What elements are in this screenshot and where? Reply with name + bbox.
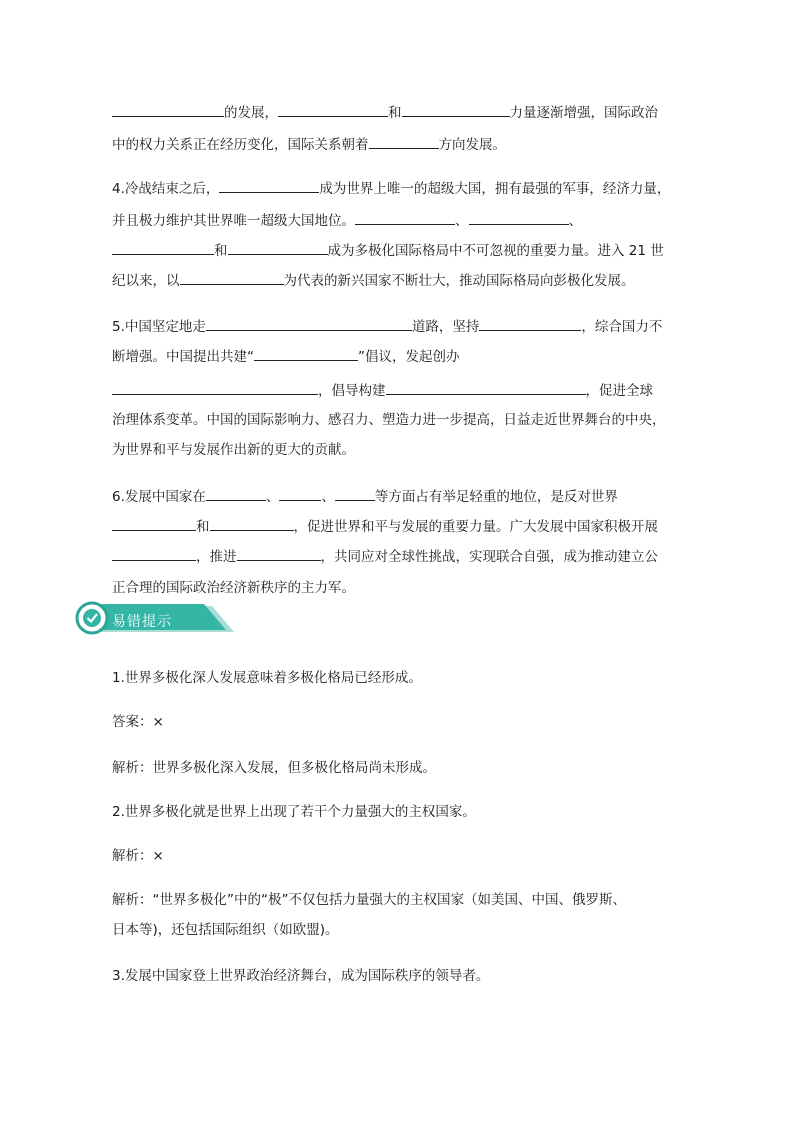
text: 和 [388,105,402,121]
text: 道路，坚持 [411,319,480,335]
fill-blank[interactable] [112,516,196,531]
text: ，综合国力不 [581,319,663,335]
q6-line-1 [112,486,618,507]
fill-blank[interactable] [210,516,294,531]
fill-blank[interactable] [402,102,510,117]
text: 、 [321,489,335,505]
text: 、 [265,489,280,505]
text: 断增强。中国提出共建“ [112,349,254,365]
analysis-2-line-2: 日本等)，还包括国际组织（如欧盟)。 [112,922,339,938]
text: 、 [568,213,582,229]
error-item-3: 3.发展中国家登上世界政治经济舞台，成为国际秩序的领导者。 [112,968,490,984]
fill-blank[interactable] [369,134,439,149]
fill-blank[interactable] [206,486,266,501]
text: 中的权力关系正在经历变化，国际关系朝着 [112,137,369,153]
q5-line-1 [112,316,662,337]
q5-line-2 [112,346,460,367]
text: 、 [455,213,469,229]
answer-2: 解析：× [112,848,164,864]
check-badge-icon [74,600,112,640]
q5-line-4: 治理体系变革。中国的国际影响力、感召力、塑造力进一步提高，日益走近世界舞台的中央， [112,412,666,428]
fill-blank[interactable] [228,240,328,255]
text: 等方面占有举足轻重的地位，是反对世界 [374,489,618,505]
fill-blank[interactable] [386,380,586,395]
fill-blank[interactable] [112,102,224,117]
fill-blank[interactable] [237,546,321,561]
text: 4.冷战结束之后， [112,181,220,197]
fill-blank[interactable] [479,316,581,331]
text: 6.发展中国家在 [112,489,206,505]
text: 力量逐渐增强，国际政治 [509,105,658,121]
q4-line-4 [112,270,635,291]
text: ”倡议，发起创办 [358,349,460,365]
fill-blank[interactable] [278,102,388,117]
q6-line-3 [112,546,658,567]
analysis-2-line-1: 解析：“世界多极化”中的“极”不仅包括力量强大的主权国家（如美国、中国、俄罗斯、 [112,892,626,908]
text: ，共同应对全球性挑战，实现联合自强，成为推动建立公 [320,549,658,565]
q6-line-4: 正合理的国际政治经济新秩序的主力军。 [112,580,355,596]
text: 并且极力维护其世界唯一超级大国地位。 [112,213,355,229]
q4-line-1 [112,178,670,199]
text: 的发展， [224,105,278,121]
section-banner [74,600,244,640]
error-item-2: 2.世界多极化就是世界上出现了若干个力量强大的主权国家。 [112,804,476,820]
banner-title: 易错提示 [112,614,172,630]
text: 纪以来，以 [112,273,180,289]
text: 方向发展。 [438,137,506,153]
fill-blank[interactable] [469,210,569,225]
text: 为代表的新兴国家不断壮大，推动国际格局向彭极化发展。 [283,273,635,289]
fill-blank[interactable] [206,316,412,331]
text: ，倡导构建 [318,383,386,399]
q3-line-1 [112,102,658,123]
answer-1: 答案：× [112,714,164,730]
text: ，推进 [196,549,237,565]
fill-blank[interactable] [180,270,284,285]
text: ，促进全球 [585,383,653,399]
fill-blank[interactable] [112,546,196,561]
text: 5.中国坚定地走 [112,319,206,335]
q4-line-2 [112,210,582,231]
text: ，促进世界和平与发展的重要力量。广大发展中国家积极开展 [293,519,658,535]
q6-line-2 [112,516,658,537]
fill-blank[interactable] [279,486,321,501]
fill-blank[interactable] [112,380,318,395]
text: 成为世界上唯一的超级大国，拥有最强的军事，经济力量， [319,181,671,197]
fill-blank[interactable] [355,210,455,225]
fill-blank[interactable] [112,240,214,255]
text: 和 [196,519,210,535]
error-item-1: 1.世界多极化深人发展意味着多极化格局已经形成。 [112,670,422,686]
text: 和 [214,243,228,259]
fill-blank[interactable] [219,178,319,193]
q5-line-3 [112,380,653,401]
analysis-1: 解析：世界多极化深入发展，但多极化格局尚未形成。 [112,760,436,776]
q5-line-5: 为世界和平与发展作出新的更大的贡献。 [112,442,355,458]
fill-blank[interactable] [335,486,375,501]
q4-line-3 [112,240,664,261]
q3-line-2 [112,134,506,155]
text: 成为多极化国际格局中不可忽视的重要力量。进入 21 世 [327,243,664,259]
fill-blank[interactable] [254,346,358,361]
